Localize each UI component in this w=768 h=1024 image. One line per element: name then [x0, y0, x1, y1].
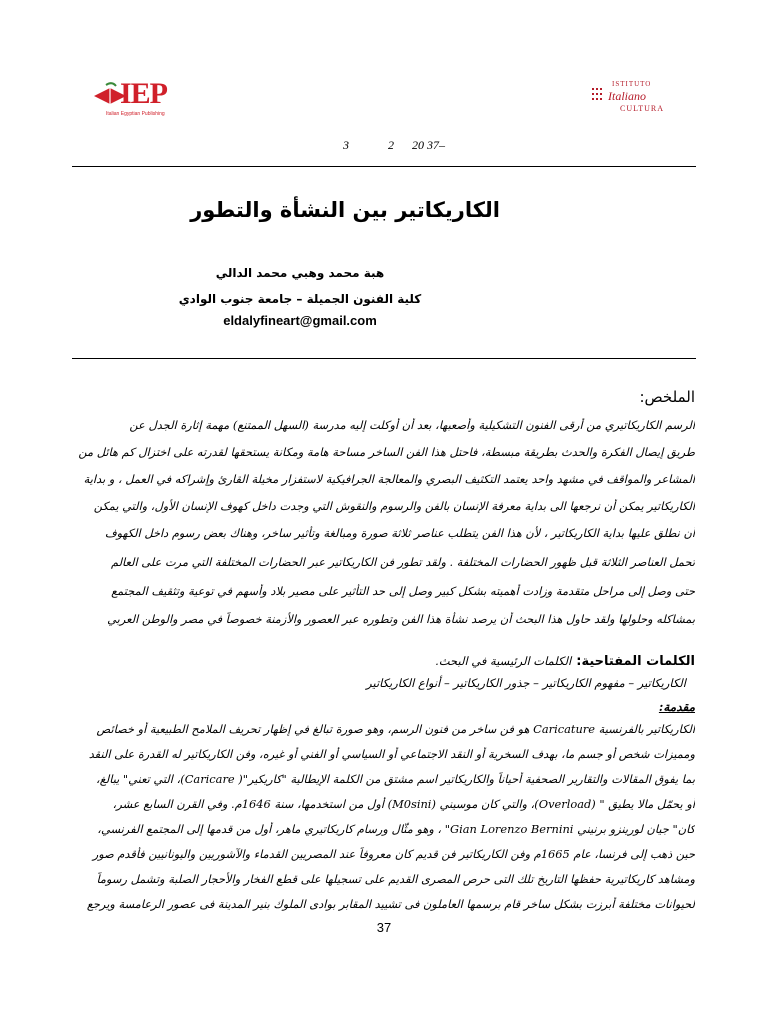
author-email[interactable]: eldalyfineart@gmail.com — [223, 313, 377, 328]
keywords-lead: الكلمات الرئيسية في البحث. — [435, 654, 572, 668]
keywords-heading: الكلمات المفتاحية: — [576, 654, 695, 669]
intro-line: كان" جيان لورينزو برنيني Gian Lorenzo Bernini" ، وهو مثّال ورسام كاريكاتيري ماهر، أول من قدمها إلى المجتمع الفرنسي، — [97, 822, 695, 836]
summary-line: المشاعر والمواقف في مشهد واحد يعتمد التكثيف البصري والمعالجة الجرافيكية لاستفزار مخيلة القارئ وإشراكه في العمل ، و بداية — [83, 472, 695, 486]
logo-line-2: Italiano — [608, 89, 646, 103]
summary-line: طريق إيصال الفكرة والحدث بطريقة مبسطة، فاحتل هذا الفن الساخر مساحة هامة ومكانة يستحقها لقدرته على اختزال كم هائل من — [78, 445, 695, 459]
ref-year: 20 37– — [412, 138, 445, 152]
logo-line-1: ISTITUTO — [612, 80, 652, 88]
top-divider — [72, 166, 696, 167]
journal-reference — [0, 138, 768, 154]
header-divider — [72, 358, 696, 359]
keywords-list: الكاريكاتير – مفهوم الكاريكاتير – جذور الكاريكاتير – أنواع الكاريكاتير — [366, 676, 686, 690]
summary-line: الرسم الكاريكاتيري من أرقى الفنون التشكيلية وأصعبها، بعد أن أوكلت إليه مدرسة (السهل الممتنع) مهمة إثارة الجدل عن — [129, 418, 695, 432]
introduction-heading: مقدمة: — [658, 700, 695, 714]
intro-line: ومشاهد كاريكاتيرية حفظها التاريخ تلك التى حرص المصرى القديم على تسجيلها على قطع الفخار والأحجار الصلبة وتشمل رسوماً — [96, 872, 695, 886]
ref-issue: 3 — [343, 138, 349, 152]
istituto-italiano-logo — [590, 80, 672, 124]
keywords-row — [435, 650, 695, 669]
summary-line: تحمل العناصر الثلاثة قبل ظهور الحضارات المختلفة . ولقد تطور فن الكاريكاتير عبر الحضارات المختلفة التي مرت على العالم — [111, 555, 695, 569]
intro-line: أو يحمّل مالا يطيق " (Overload)، والتي كان موسيني (M0sini) أول من استخدمها، سنة 1646م. وفي القرن السابع عشر، — [112, 797, 695, 811]
summary-heading: الملخص: — [639, 388, 695, 406]
author-affiliation: كلية الفنون الجميلة – جامعة جنوب الوادي — [178, 292, 422, 306]
intro-line: حين ذهب إلى فرنسا، عام 1665م وفن الكاريكاتير فن قديم كان معروفاً عند المصريين القدماء والآشوريين واليونانيين فأقدم صور — [92, 847, 695, 861]
intro-line: بما يفوق المقالات والتقارير الصحفية أحياناً والكاريكاتير اسم مشتق من الكلمة الإيطالية "كاريكير"( Caricare)، التي تعني" يبالغ، — [96, 772, 695, 786]
iep-logo-text: IEP — [120, 77, 168, 110]
summary-line: أن نطلق عليها بداية الكاريكاتير ، لأن هذا الفن يتطلب عناصر ثلاثة صورة ومبالغة وتأثير ساخر، وهناك بعض رسوم داخل الكهوف — [104, 526, 695, 540]
page-number: 37 — [376, 920, 392, 935]
intro-line: الكاريكاتير بالفرنسية Caricature هو فن ساخر من فنون الرسم، وهو صورة تبالغ في إظهار تحريف الملامح الطبيعية أو خصائص — [96, 722, 695, 736]
logo-line-3: CULTURA — [620, 104, 665, 113]
ref-number: 2 — [388, 138, 394, 152]
iep-logo-tagline: Italian Egyptian Publishing — [106, 111, 165, 117]
intro-line: لحيوانات مختلفة أبرزت بشكل ساخر قام برسمها العاملون فى تشييد المقابر بوادى الملوك بنير المدينة فى عصور الرعامسة ويرجع — [86, 897, 695, 911]
summary-line: بمشاكله وحلولها ولقد حاول هذا البحث أن يرصد نشأة هذا الفن وتطوره عبر العصور والأزمنة خصوصاً في مصر والوطن العربي — [107, 612, 695, 626]
summary-line: الكاريكاتير يمكن أن نرجعها الى بداية معرفة الإنسان بالفن والرسوم والنقوش التي وجدت داخل كهوف الإنسان الأول، والتي يمكن — [93, 499, 695, 513]
summary-line: حتى وصل إلى مراحل متقدمة وزادت أهميته بشكل كبير وصل إلى حد التأثير على مصير بلاد وأسهم في توعية وتثقيف المجتمع — [111, 584, 695, 598]
paper-title: الكاريكاتير بين النشأة والتطور — [190, 198, 500, 222]
intro-line: ومميزات شخص أو جسم ما، بهدف السخرية أو النقد الاجتماعي أو السياسي أو الفني أو غيره، وفن الكاريكاتير له القدرة على النقد — [88, 747, 695, 761]
author-name: هبة محمد وهبي محمد الدالي — [215, 266, 385, 280]
grid-dots-icon — [590, 86, 608, 108]
iep-logo — [92, 78, 184, 120]
